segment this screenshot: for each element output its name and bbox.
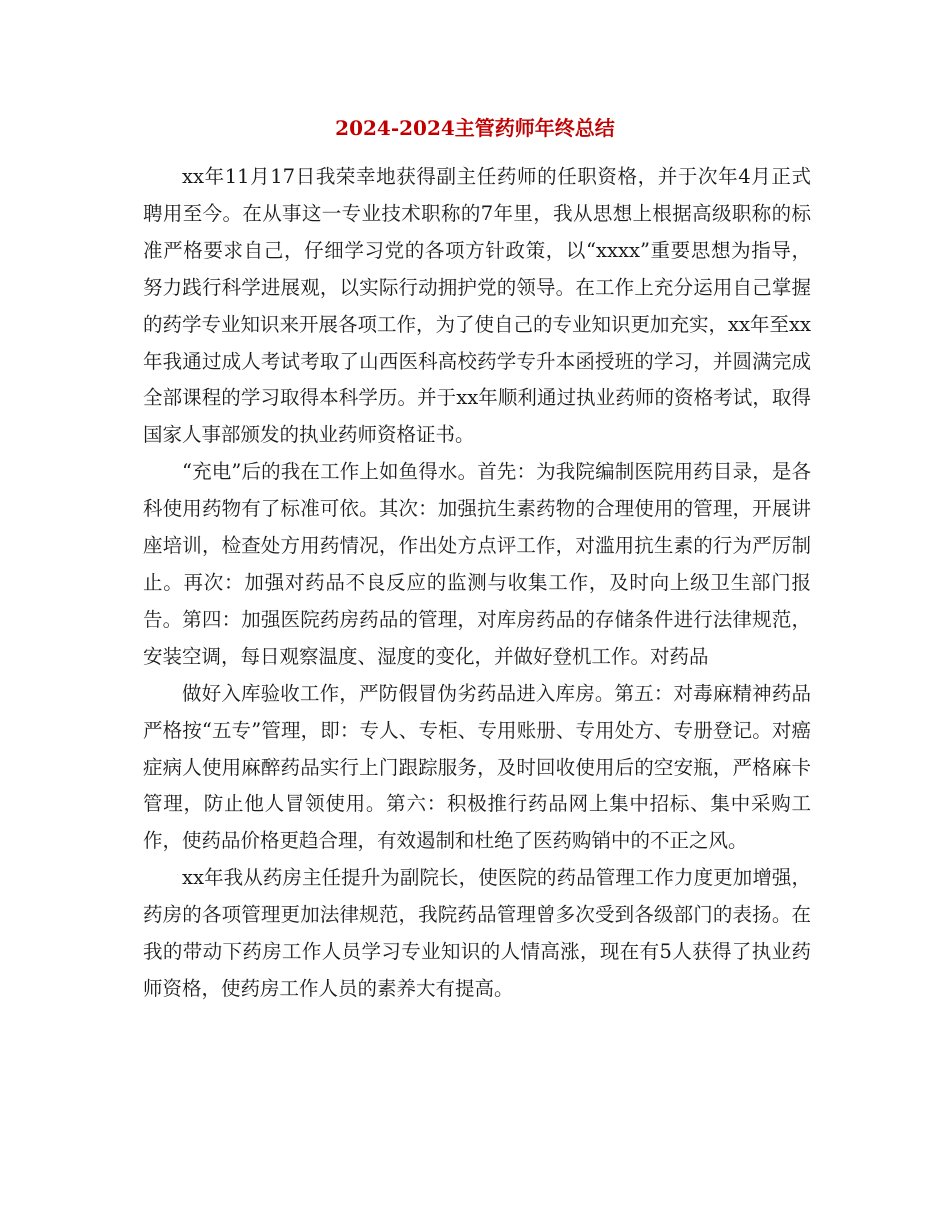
document-title: 2024-2024主管药师年终总结 [335,116,615,140]
paragraph-4: xx年我从药房主任提升为副院长，使医院的药品管理工作力度更加增强，药房的各项管理更加法律规范，我院药品管理曾多次受到各级部门的表扬。在我的带动下药房工作人员学习专业知识的人情高涨，现在有5人获得了执业药师资格，使药房工作人员的素养大有提高。 [143,866,811,1000]
paragraph-2: “充电”后的我在工作上如鱼得水。首先：为我院编制医院用药目录，是各科使用药物有了标准可依。其次：加强抗生素药物的合理使用的管理，开展讲座培训，检查处方用药情况，作出处方点评工作，对滥用抗生素的行为严厉制止。再次：加强对药品不良反应的监测与收集工作，及时向上级卫生部门报告。第四：加强医院药房药品的管理，对库房药品的存储条件进行法律规范，安装空调，每日观察温度、湿度的变化，并做好登机工作。对药品 [143,460,811,668]
paragraph-1: xx年11月17日我荣幸地获得副主任药师的任职资格，并于次年4月正式聘用至今。在从事这一专业技术职称的7年里，我从思想上根据高级职称的标准严格要求自己，仔细学习党的各项方针政策，以“xxxx”重要思想为指导，努力践行科学进展观，以实际行动拥护党的领导。在工作上充分运用自己掌握的药学专业知识来开展各项工作，为了使自己的专业知识更加充实，xx年至xx年我通过成人考试考取了山西医科高校药学专升本函授班的学习，并圆满完成全部课程的学习取得本科学历。并于xx年顺利通过执业药师的资格考试，取得国家人事部颁发的执业药师资格证书。 [143,165,811,447]
paragraph-3: 做好入库验收工作，严防假冒伪劣药品进入库房。第五：对毒麻精神药品严格按“五专”管理，即：专人、专柜、专用账册、专用处方、专册登记。对癌症病人使用麻醉药品实行上门跟踪服务，及时回收使用后的空安瓶，严格麻卡管理，防止他人冒领使用。第六：积极推行药品网上集中招标、集中采购工作，使药品价格更趋合理，有效遏制和杜绝了医药购销中的不正之风。 [143,681,811,853]
document-body [143,159,811,1008]
